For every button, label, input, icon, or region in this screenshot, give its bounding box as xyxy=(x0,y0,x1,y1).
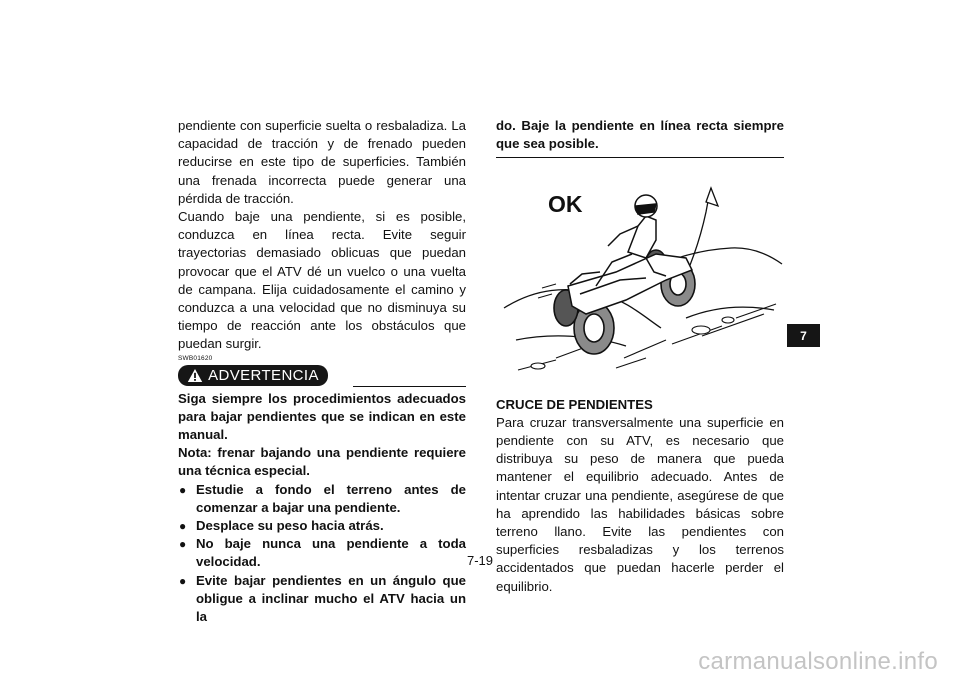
warning-label-box xyxy=(178,365,328,386)
figure-label: OK xyxy=(548,191,583,218)
note-text: Nota: frenar bajando una pendiente requiere una técnica especial. xyxy=(178,445,466,479)
warning-header xyxy=(178,365,466,388)
list-item: ● Desplace su peso hacia atrás. xyxy=(178,517,466,535)
bullet-dot-icon: ● xyxy=(179,573,187,588)
right-column xyxy=(496,117,784,596)
list-item: ● No baje nunca una pendiente a toda velocidad. xyxy=(179,536,466,570)
bullet-dot-icon: ● xyxy=(179,482,187,497)
descent-paragraph: Cuando baje una pendiente, si es posible, conduzca en línea recta. Evite seguir trayectorias demasiado oblicuas que puedan provocar que el ATV dé un vuelco o una vuelta de campana. Elija cuidadosamente el camino y conduzca a una velocidad que no disminuya su tiempo de reacción ante los obstáculos que puedan surgir. xyxy=(178,209,466,352)
warning-label: ADVERTENCIA xyxy=(208,366,319,384)
warning-triangle-icon xyxy=(187,368,203,383)
page-number: 7-19 xyxy=(466,553,494,568)
warning-continuation: do. Baje la pendiente en línea recta siempre que sea posible. xyxy=(496,118,784,152)
atv-downhill-illustration xyxy=(496,168,784,384)
chapter-tab: 7 xyxy=(787,324,820,347)
bullet-dot-icon: ● xyxy=(179,519,187,534)
section-paragraph: Para cruzar transversalmente una superficie en pendiente con su ATV, es necesario que distribuya su peso de manera que pueda mantener el equilibrio adecuado. Antes de intentar cruzar una pendiente, asegúrese de que ha aprendido las habilidades básicas sobre terreno llano. Evite las pendientes con superficies resbaladizas y los terrenos accidentados que puedan hacerle perder el equilibrio. xyxy=(496,414,784,594)
intro-paragraph: pendiente con superficie suelta o resbaladiza. La capacidad de tracción y de frenado pueden reducirse en este tipo de superficies. También una frenada incorrecta puede generar una pérdida de tracción. xyxy=(178,118,466,206)
warning-text: Siga siempre los procedimientos adecuados para bajar pendientes que se indican en este manual. xyxy=(178,390,466,443)
bullet-dot-icon: ● xyxy=(179,537,187,552)
left-column xyxy=(178,117,466,626)
watermark: carmanualsonline.info xyxy=(698,648,938,675)
section-heading: CRUCE DE PENDIENTES xyxy=(496,396,653,412)
warning-end-rule xyxy=(496,157,784,158)
warning-code: SWB01620 xyxy=(178,354,213,362)
warning-rule xyxy=(353,386,466,387)
list-item: ● Estudie a fondo el terreno antes de comenzar a bajar una pendiente. xyxy=(179,481,466,515)
list-item: ● Evite bajar pendientes en un ángulo que obligue a inclinar mucho el ATV hacia un la xyxy=(179,572,466,625)
